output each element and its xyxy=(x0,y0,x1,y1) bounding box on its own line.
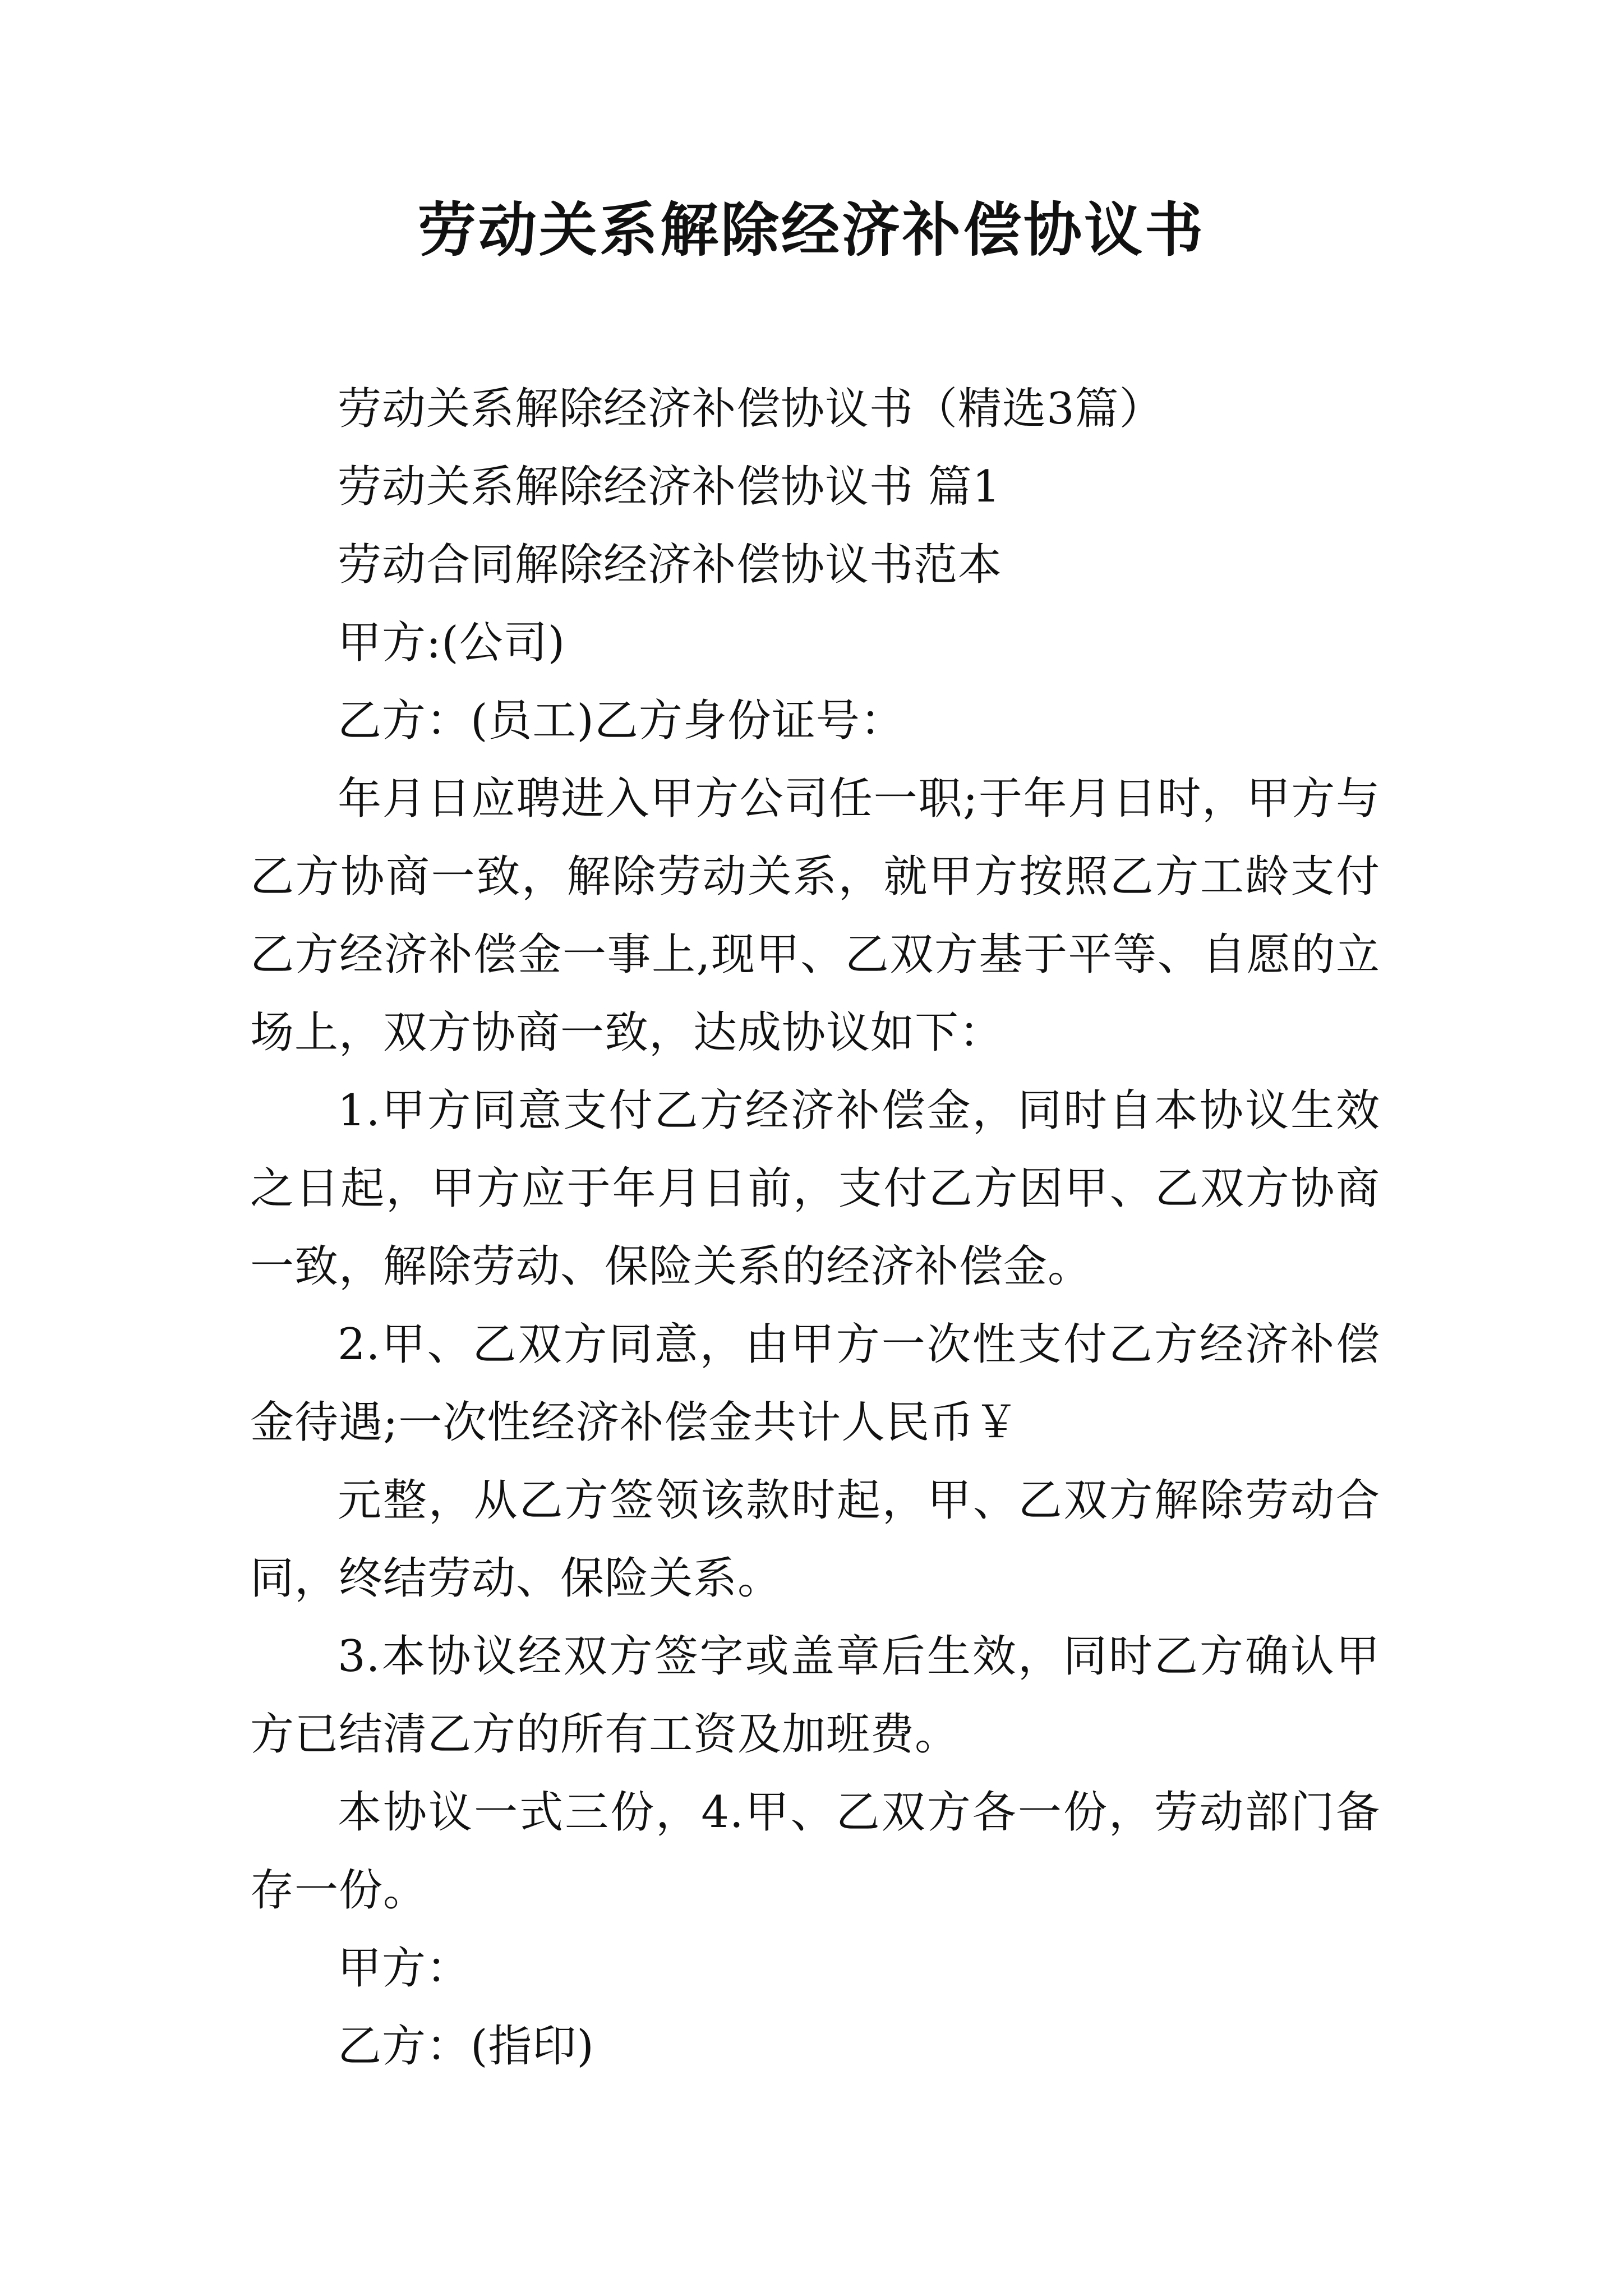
document-title: 劳动关系解除经济补偿协议书 xyxy=(417,195,1205,264)
paragraph-clause-1: 1.甲方同意支付乙方经济补偿金，同时自本协议生效之日起，甲方应于年月日前，支付乙方因甲、乙双方协商一致，解除劳动、保险关系的经济补偿金。 xyxy=(250,1085,1380,1292)
paragraph-clause-3: 3.本协议经双方签字或盖章后生效，同时乙方确认甲方已结清乙方的所有工资及加班费。 xyxy=(250,1631,1380,1760)
paragraph-party-a: 甲方:(公司) xyxy=(338,618,566,668)
paragraph-article-heading: 劳动关系解除经济补偿协议书 篇1 xyxy=(338,462,1001,512)
paragraph-preamble: 年月日应聘进入甲方公司任一职;于年月日时，甲方与乙方协商一致，解除劳动关系，就甲方按照乙方工龄支付乙方经济补偿金一事上,现甲、乙双方基于平等、自愿的立场上，双方协商一致，达成协议如下： xyxy=(250,774,1380,1058)
document-body xyxy=(250,370,1380,2086)
signature-party-b: 乙方：(指印) xyxy=(338,2021,594,2072)
paragraph-party-b: 乙方：(员工)乙方身份证号： xyxy=(338,696,905,746)
paragraph-subtitle: 劳动关系解除经济补偿协议书（精选3篇） xyxy=(338,384,1164,434)
paragraph-clause-2: 2.甲、乙双方同意，由甲方一次性支付乙方经济补偿金待遇;一次性经济补偿金共计人民币￥ xyxy=(250,1319,1380,1448)
paragraph-copies: 本协议一式三份，4.甲、乙双方各一份，劳动部门备存一份。 xyxy=(250,1787,1380,1916)
paragraph-clause-2-continued: 元整，从乙方签领该款时起，甲、乙双方解除劳动合同，终结劳动、保险关系。 xyxy=(250,1475,1380,1604)
paragraph-template-name: 劳动合同解除经济补偿协议书范本 xyxy=(338,540,1003,590)
signature-party-a: 甲方： xyxy=(338,1943,471,1994)
